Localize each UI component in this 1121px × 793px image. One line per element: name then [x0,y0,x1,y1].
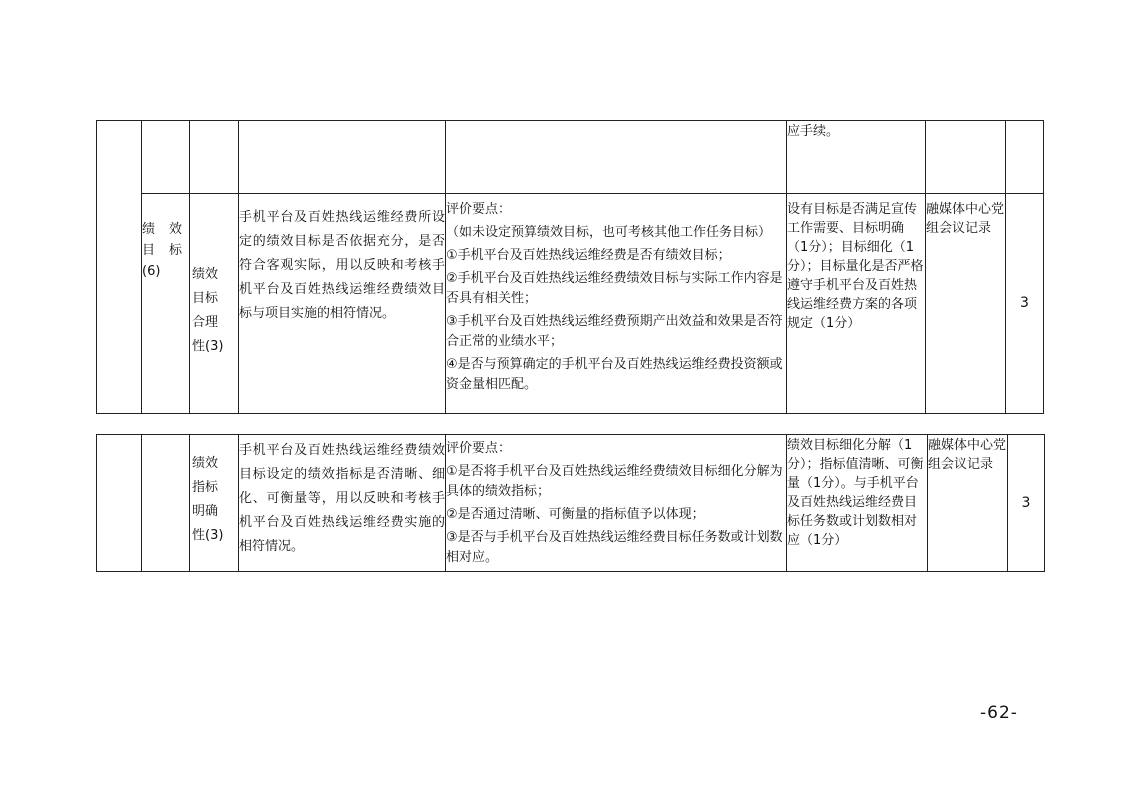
evaluation-table-1 [96,120,1044,414]
evidence-source: 融媒体中心党组会议记录 [926,194,1006,414]
indicator-description: 手机平台及百姓热线运维经费绩效目标设定的绩效指标是否清晰、细化、可衡量等，用以反映和考核手机平台及百姓热线运维经费实施的相符情况。 [239,435,446,572]
level2-cell-top [142,121,190,194]
dimension-char: 效 [168,222,182,237]
level3-cell-top [190,121,239,194]
dimension-score: (6) [142,264,161,279]
dimension-char: 目 [142,243,156,258]
table-row [97,194,1044,414]
score-value: 3 [1008,435,1045,572]
indicator-label: 绩效 目标 合理 性(3) [190,194,239,414]
points-title: 评价要点： [446,441,512,456]
scoring-criteria: 设有目标是否满足宣传工作需要、目标明确（1分）；目标细化（1分）；目标量化是否严格遵守手机平台及百姓热线运维经费方案的各项规定（1分） [787,194,926,414]
evidence-source: 融媒体中心党组会议记录 [928,435,1008,572]
point-item: ①手机平台及百姓热线运维经费是否有绩效目标； [446,248,731,263]
point-item: ③是否与手机平台及百姓热线运维经费目标任务数或计划数相对应。 [446,530,783,565]
level2-cell [142,435,190,572]
table-row [97,121,1044,194]
level1-cell [97,435,142,572]
indicator-description: 手机平台及百姓热线运维经费所设定的绩效目标是否依据充分，是否符合客观实际，用以反映和考核手机平台及百姓热线运维经费绩效目标与项目实施的相符情况。 [239,194,446,414]
points-title: 评价要点： [446,202,512,217]
points-cell-top [446,121,787,194]
evaluation-points [446,194,787,414]
point-item: ④是否与预算确定的手机平台及百姓热线运维经费投资额或资金量相匹配。 [446,357,783,392]
dimension-char: 绩 [142,222,156,237]
description-cell-top [239,121,446,194]
page-number: -62- [980,703,1018,723]
table-row [97,435,1045,572]
point-item: ②是否通过清晰、可衡量的指标值予以体现； [446,507,705,522]
point-item: ②手机平台及百姓热线运维经费绩效目标与实际工作内容是否具有相关性； [446,271,783,306]
score-value: 3 [1006,194,1044,414]
dimension-char: 标 [168,243,182,258]
criteria-cell-top [787,121,926,194]
points-note: （如未设定预算绩效目标，也可考核其他工作任务目标） [446,225,772,240]
dimension-label [142,194,190,414]
level1-cell [97,121,142,414]
evidence-cell-top [926,121,1006,194]
point-item: ①是否将手机平台及百姓热线运维经费绩效目标细化分解为具体的绩效指标； [446,464,783,499]
criteria-continuation: 应手续。 [787,124,840,139]
evaluation-points [446,435,787,572]
indicator-label: 绩效 指标 明确 性(3) [190,435,239,572]
score-cell-top [1006,121,1044,194]
scoring-criteria: 绩效目标细化分解（1分）；指标值清晰、可衡量（1分）。与手机平台及百姓热线运维经费目标任务数或计划数相对应（1分） [787,435,928,572]
point-item: ③手机平台及百姓热线运维经费预期产出效益和效果是否符合正常的业绩水平； [446,314,783,349]
evaluation-table-2 [96,434,1045,572]
